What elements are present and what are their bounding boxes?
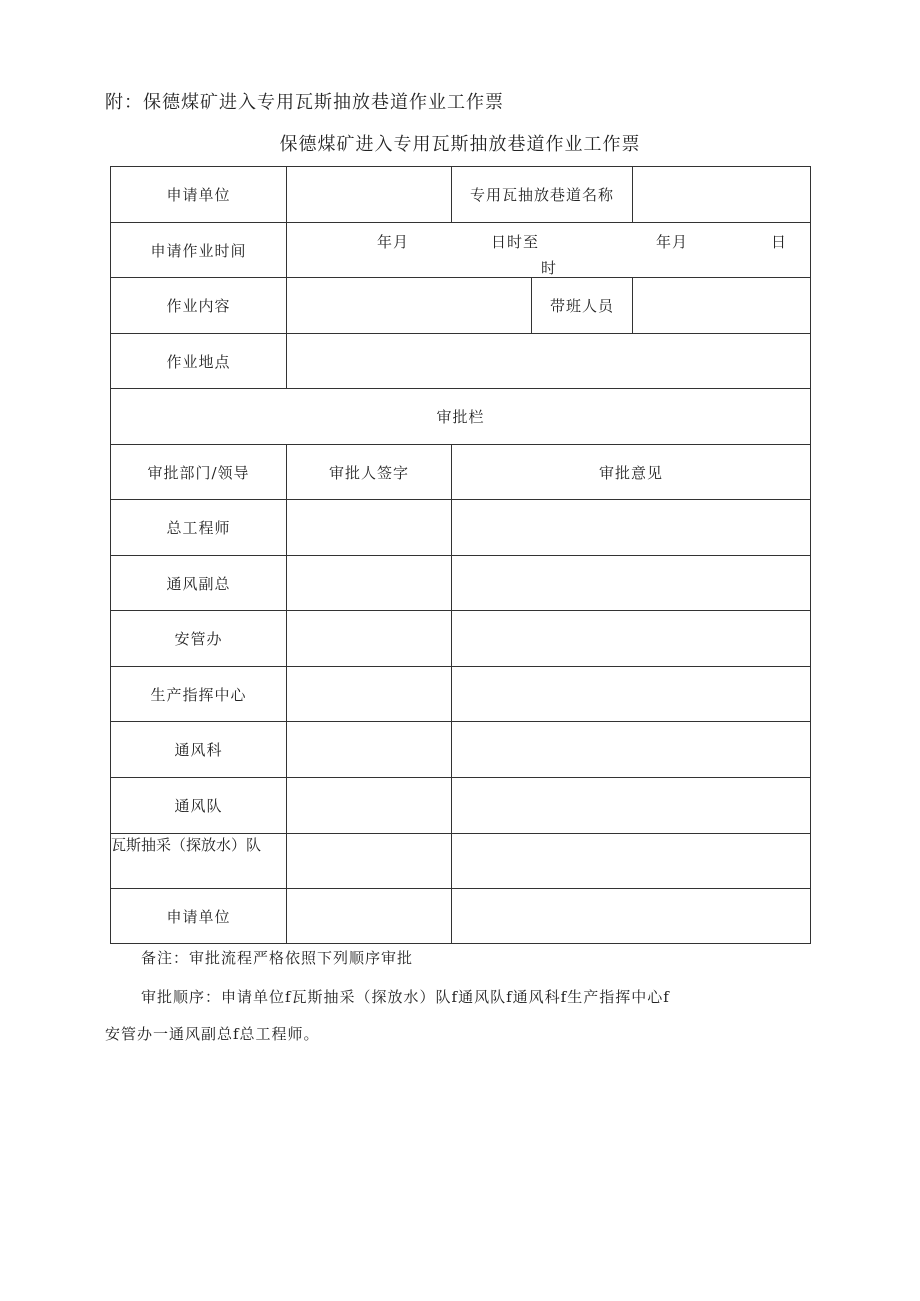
time-hour-2: 时 (541, 259, 558, 277)
remark-note: 备注：审批流程严格依照下列顺序审批 (141, 949, 414, 967)
approver-ventilation-team: 通风队 (174, 797, 223, 815)
work-content-field[interactable] (287, 278, 531, 333)
work-time-label: 申请作业时间 (150, 241, 247, 260)
attachment-heading: 附：保德煤矿进入专用瓦斯抽放巷道作业工作票 (105, 92, 504, 113)
time-year-month-2: 年月 (656, 233, 689, 251)
time-day-2: 日 (771, 233, 788, 251)
work-ticket-table (110, 166, 811, 944)
shift-leader-field[interactable] (633, 278, 810, 333)
column-divider (286, 444, 287, 943)
approval-sequence-line1: 审批顺序：申请单位f瓦斯抽采（探放水）队f通风队f通风科f生产指挥中心f (141, 988, 670, 1006)
approver-deputy-ventilation: 通风副总 (166, 574, 231, 593)
approval-section-label: 审批栏 (436, 408, 485, 426)
work-location-field[interactable] (287, 334, 810, 388)
approver-ventilation-section: 通风科 (174, 741, 223, 759)
approval-opinion-header: 审批意见 (598, 463, 663, 482)
approver-chief-engineer: 总工程师 (166, 519, 231, 537)
approval-sequence-line2: 安管办一通风副总f总工程师。 (105, 1025, 320, 1043)
approver-apply-unit: 申请单位 (166, 907, 231, 926)
tunnel-name-label: 专用瓦抽放巷道名称 (469, 186, 614, 204)
work-location-label: 作业地点 (166, 352, 231, 371)
apply-unit-label: 申请单位 (166, 186, 231, 204)
approval-dept-header: 审批部门/领导 (147, 463, 250, 482)
approver-gas-drainage-team: 瓦斯抽采（探放水）队 (111, 836, 262, 854)
column-divider (451, 444, 452, 943)
approver-safety-office: 安管办 (174, 630, 223, 648)
tunnel-name-field[interactable] (633, 167, 810, 222)
work-content-label: 作业内容 (166, 297, 231, 315)
form-title: 保德煤矿进入专用瓦斯抽放巷道作业工作票 (279, 134, 641, 155)
time-year-month-1: 年月 (377, 233, 410, 251)
time-day-hour-to: 日时至 (491, 233, 540, 251)
shift-leader-label: 带班人员 (549, 297, 614, 315)
approver-production-command: 生产指挥中心 (150, 685, 247, 704)
approval-signature-header: 审批人签字 (328, 463, 409, 482)
apply-unit-field[interactable] (287, 167, 451, 222)
